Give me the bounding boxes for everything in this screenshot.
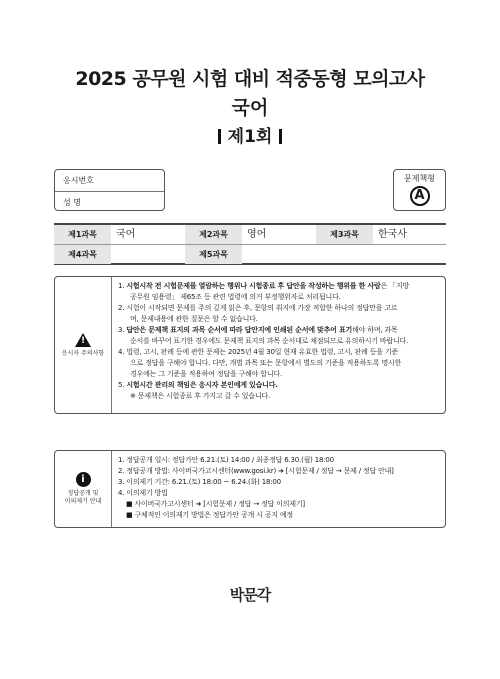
subject-cell-1	[54, 225, 185, 244]
caution-item-number: 1.	[118, 282, 125, 290]
subject-3-label: 제3과목	[316, 225, 373, 244]
cautions-list	[118, 281, 439, 402]
caution-item	[118, 325, 439, 336]
subject-5-value	[242, 245, 316, 264]
candidate-info-box	[54, 169, 165, 211]
subject-cell-2	[185, 225, 316, 244]
caution-item-text: 으로 정답을 구해야 합니다. 다만, 개별 과목 또는 문항에서 별도의 기준을 적용하도록 명시한	[130, 359, 402, 367]
caution-item-number: 5.	[118, 381, 125, 389]
cautions-content	[112, 277, 445, 413]
subject-1-label: 제1과목	[54, 225, 111, 244]
subject-cell-5	[185, 245, 316, 264]
answer-notice-item: ■ 사이버국가고시센터 ➜ [시험문제 / 정답 → 정답 이의제기]	[126, 500, 305, 508]
caution-item-text: 경우에는 그 기준을 적용하여 정답을 구해야 합니다.	[130, 370, 282, 378]
subject-4-value	[111, 245, 185, 264]
caution-item	[118, 281, 439, 292]
caution-item-text: 법령, 고시, 판례 등에 관한 문제는 2025년 4월 30일 현재 유효한 법령, 고시, 판례 등을 기준	[126, 348, 398, 356]
answer-notice-box	[54, 450, 446, 528]
caution-item-number: 2.	[118, 304, 125, 312]
booklet-type-box	[393, 169, 446, 211]
caution-item	[118, 369, 439, 380]
booklet-type-label: 문제책형	[404, 174, 435, 183]
booklet-type-badge: A	[410, 186, 430, 206]
exam-number-label: 응시번호	[63, 176, 94, 185]
exam-number-row[interactable]	[55, 170, 164, 191]
cautions-side	[55, 277, 112, 413]
cautions-label: 응시자 주의사항	[61, 349, 105, 357]
subject-2-value: 영어	[247, 229, 267, 240]
answer-notice-list	[118, 455, 439, 521]
cautions-box	[54, 276, 446, 414]
caution-item	[118, 347, 439, 358]
caution-item	[118, 391, 439, 402]
caution-item-number: 4.	[118, 348, 125, 356]
answer-notice-item: 4. 이의제기 방법	[118, 489, 168, 497]
caution-item-bold: 답안은 문제책 표지의 과목 순서에 따라 답안지에 인쇄된 순서에 맞추어 표기	[126, 326, 353, 334]
caution-item	[118, 358, 439, 369]
publisher-logo: 박문각	[229, 586, 271, 604]
name-row[interactable]	[55, 191, 164, 211]
caution-item-number: 3.	[118, 326, 125, 334]
exam-round	[0, 122, 500, 147]
warning-icon: !	[75, 333, 91, 347]
caution-item-text: 공무원 임용령」 제65조 등 관련 법령에 의거 부정행위자로 처리됩니다.	[130, 293, 341, 301]
caution-item-bold: 시험시작 전 시험문제를 열람하는 행위나 시험종료 후 답안을 작성하는 행위를 한 사람	[126, 282, 381, 290]
round-label: 제1회	[227, 127, 273, 147]
caution-item-text: 은 「지방	[380, 282, 410, 290]
answer-notice-label-line1: 정답공개 및	[67, 490, 99, 497]
answer-notice-side	[55, 451, 112, 527]
exam-title: 2025 공무원 시험 대비 적중동형 모의고사	[75, 68, 425, 90]
subject-2-label: 제2과목	[185, 225, 242, 244]
caution-item	[118, 314, 439, 325]
subjects-table	[54, 223, 446, 265]
subject-cell-3	[316, 225, 447, 244]
right-bar-decoration	[279, 129, 282, 144]
caution-item	[118, 292, 439, 303]
answer-notice-label-line2: 이의제기 안내	[64, 498, 102, 505]
subject-3-value: 한국사	[378, 229, 407, 240]
subject-4-label: 제4과목	[54, 245, 111, 264]
caution-item-text: ※ 문제책은 시험종료 후 가지고 갈 수 있습니다.	[130, 392, 270, 400]
caution-item	[118, 303, 439, 314]
subject-1-value: 국어	[116, 229, 136, 240]
caution-item	[118, 380, 439, 391]
subjects-row-1	[54, 225, 446, 244]
answer-notice-label	[65, 490, 102, 506]
answer-notice-item: 3. 이의제기 기간: 6.21.(토) 18:00 ~ 6.24.(화) 18:00	[118, 478, 281, 486]
answer-notice-item: 1. 정답공개 일시: 정답가안 6.21.(토) 14:00 / 최종정답 6.30.(월) 18:00	[118, 456, 334, 464]
name-label: 성 명	[63, 198, 81, 207]
caution-item	[118, 336, 439, 347]
answer-notice-content	[112, 451, 445, 527]
caution-item-bold: 시험시간 관리의 책임은 응시자 본인에게 있습니다.	[126, 381, 278, 389]
subject-5-label: 제5과목	[185, 245, 242, 264]
subject-cell-4	[54, 245, 185, 264]
caution-item-text: 순서를 바꾸어 표기한 경우에도 문제책 표지의 과목 순서대로 채점되므로 유의하시기 바랍니다.	[130, 337, 409, 345]
caution-item-text: 며, 문제내용에 관한 질문은 할 수 없습니다.	[130, 315, 258, 323]
info-icon: i	[76, 472, 91, 487]
exam-subject: 국어	[231, 97, 269, 119]
subjects-row-2	[54, 244, 446, 263]
caution-item-text: 해야 하며, 과목	[352, 326, 398, 334]
left-bar-decoration	[218, 129, 221, 144]
answer-notice-item: 2. 정답공개 방법: 사이버국가고시센터(www.gosi.kr) ➜ [시험문제 / 정답 → 문제 / 정답 안내]	[118, 467, 394, 475]
caution-item-text: 시험이 시작되면 문제를 주의 깊게 읽은 후, 문항의 취지에 가장 적합한 하나의 정답만을 고르	[126, 304, 398, 312]
answer-notice-item: ■ 구체적인 이의제기 방법은 정답가안 공개 시 공지 예정	[126, 511, 293, 519]
